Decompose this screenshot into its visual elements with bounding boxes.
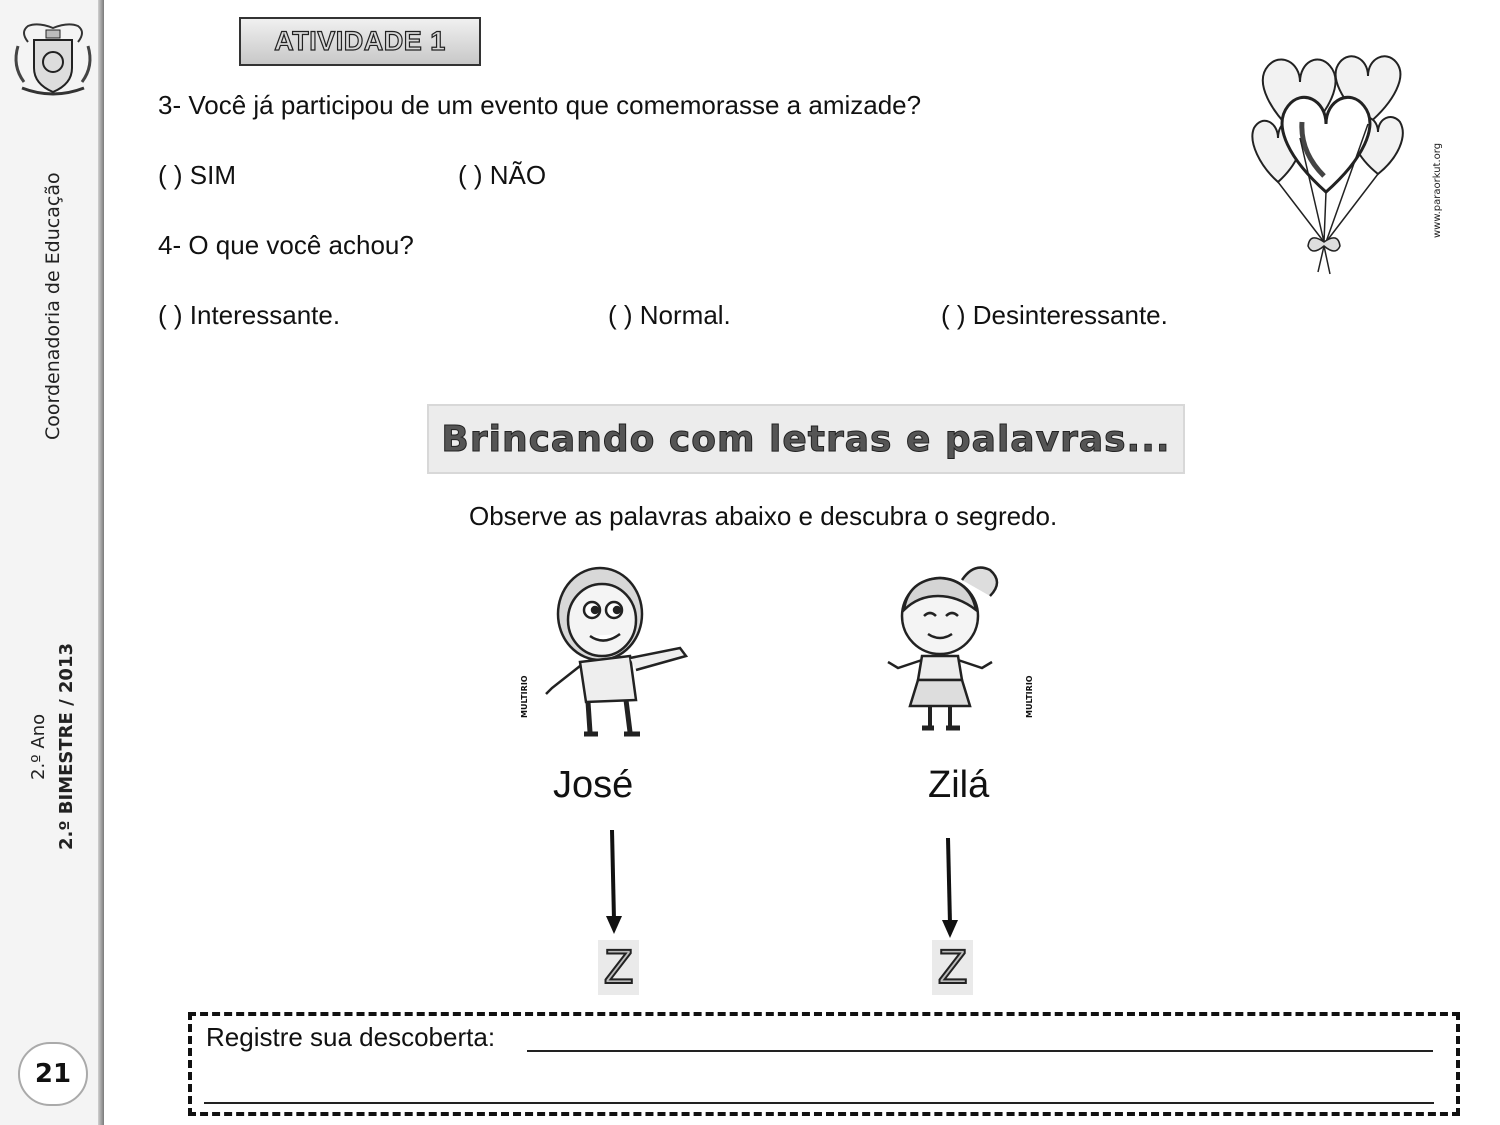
question-3: 3- Você já participou de um evento que comemorasse a amizade? [158,90,922,120]
page-number: 21 [18,1042,88,1106]
section-title: Brincando com letras e palavras... [441,418,1171,460]
image-credit: www.paraorkut.org [1432,142,1443,238]
option-interessante[interactable]: ( ) Interessante. [158,300,341,330]
name-jose: José [553,764,634,806]
option-nao[interactable]: ( ) NÃO [458,160,547,190]
boy-illustration-icon [540,562,690,742]
name-zila: Zilá [928,764,990,806]
girl-credit: MULTIRIO [1025,675,1034,718]
girl-illustration-icon [878,560,1018,735]
activity-badge-label: ATIVIDADE 1 [274,26,446,56]
coordination-label: Coordenadoria de Educação [42,172,64,440]
option-sim[interactable]: ( ) SIM [158,160,236,190]
activity-badge [239,17,481,66]
arrow-down-icon [936,836,966,942]
letter-z-jose: Z [598,940,639,995]
heart-balloons-icon [1240,42,1420,287]
answer-label: Registre sua descoberta: [206,1022,496,1052]
question-4: 4- O que você achou? [158,230,414,260]
boy-credit: MULTIRIO [520,675,529,718]
letter-z-zila: Z [932,940,973,995]
coat-of-arms-icon [10,22,96,98]
instruction-text: Observe as palavras abaixo e descubra o segredo. [469,501,1058,531]
sidebar [0,0,104,1125]
period-label: 2.º BIMESTRE / 2013 [56,642,77,850]
sidebar-divider [98,0,104,1125]
answer-line-2[interactable] [204,1102,1434,1104]
section-title-box [427,404,1185,474]
year-label: 2.º Ano [28,713,49,780]
arrow-down-icon [600,828,630,938]
answer-line-1[interactable] [527,1050,1433,1052]
option-desinteressante[interactable]: ( ) Desinteressante. [941,300,1168,330]
option-normal[interactable]: ( ) Normal. [608,300,731,330]
